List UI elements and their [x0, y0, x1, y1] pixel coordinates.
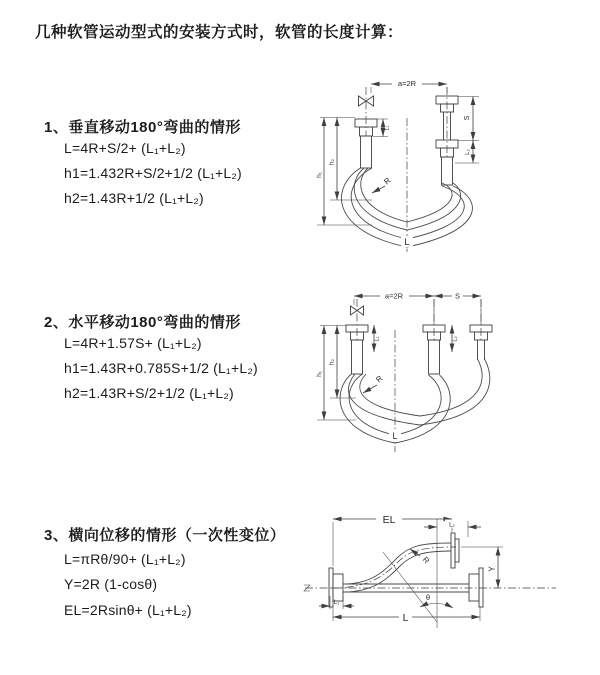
dim-label-l2: L₂ — [449, 522, 455, 529]
diagram-vertical-180-bend — [315, 70, 600, 270]
dim-label-h2: h₂ — [328, 358, 336, 366]
dim-label-l: L — [402, 612, 409, 624]
dim-label-a2r: a=2R — [397, 79, 417, 88]
dim-label-s: S — [454, 291, 461, 301]
centerlines — [366, 87, 447, 252]
hose-fittings — [346, 325, 492, 374]
formula-line: Y=2R (1-cosθ) — [64, 576, 158, 592]
section-2-heading: 2、水平移动180°弯曲的情形 — [44, 314, 241, 331]
dim-label-h2: h₂ — [328, 158, 336, 166]
dimension-lines — [317, 84, 479, 225]
section-3-heading: 3、横向位移的情形（一次性变位） — [44, 527, 286, 544]
diagram-lateral-displacement — [300, 505, 600, 660]
formula-line: h2=1.43R+1/2 (L₁+L₂) — [64, 190, 204, 206]
angle-label: θ — [425, 593, 431, 602]
flanges — [329, 533, 483, 607]
dim-label-a2r: a=2R — [384, 291, 404, 301]
section-1-heading: 1、垂直移动180°弯曲的情形 — [44, 119, 241, 136]
page-title: 几种软管运动型式的安装方式时，软管的长度计算： — [35, 24, 404, 41]
formula-line: L=4R+1.57S+ (L₁+L₂) — [64, 335, 202, 351]
dim-label-el: EL — [382, 514, 396, 526]
diagram-horizontal-180-bend — [315, 283, 600, 468]
radius-label: R — [374, 373, 385, 385]
formula-line: EL=2Rsinθ+ (L₁+L₂) — [64, 602, 192, 618]
formula-line: h1=1.43R+0.785S+1/2 (L₁+L₂) — [64, 360, 258, 376]
length-label: L — [392, 431, 398, 441]
dimension-lines — [317, 296, 481, 420]
radius-label: R — [420, 555, 432, 566]
formula-line: h2=1.43R+S/2+1/2 (L₁+L₂) — [64, 385, 234, 401]
dim-label-s: S — [464, 115, 471, 121]
length-label: L — [404, 237, 410, 248]
dim-label-l1: L₁ — [384, 125, 391, 131]
radius-label: R — [382, 175, 393, 187]
hose-fittings — [355, 96, 458, 185]
dim-label-h1: h₁ — [316, 172, 323, 178]
dim-label-l2: L₂ — [452, 336, 459, 342]
formula-line: L=πRθ/90+ (L₁+L₂) — [64, 551, 186, 567]
dim-label-h1: h₁ — [316, 371, 323, 377]
formula-line: h1=1.432R+S/2+1/2 (L₁+L₂) — [64, 165, 242, 181]
dim-label-l2: L₂ — [465, 149, 471, 155]
dim-label-l1: L₁ — [374, 336, 381, 342]
dim-label-y: Y — [487, 566, 497, 572]
dim-label-l1: L₁ — [333, 600, 340, 606]
formula-line: L=4R+S/2+ (L₁+L₂) — [64, 140, 186, 156]
